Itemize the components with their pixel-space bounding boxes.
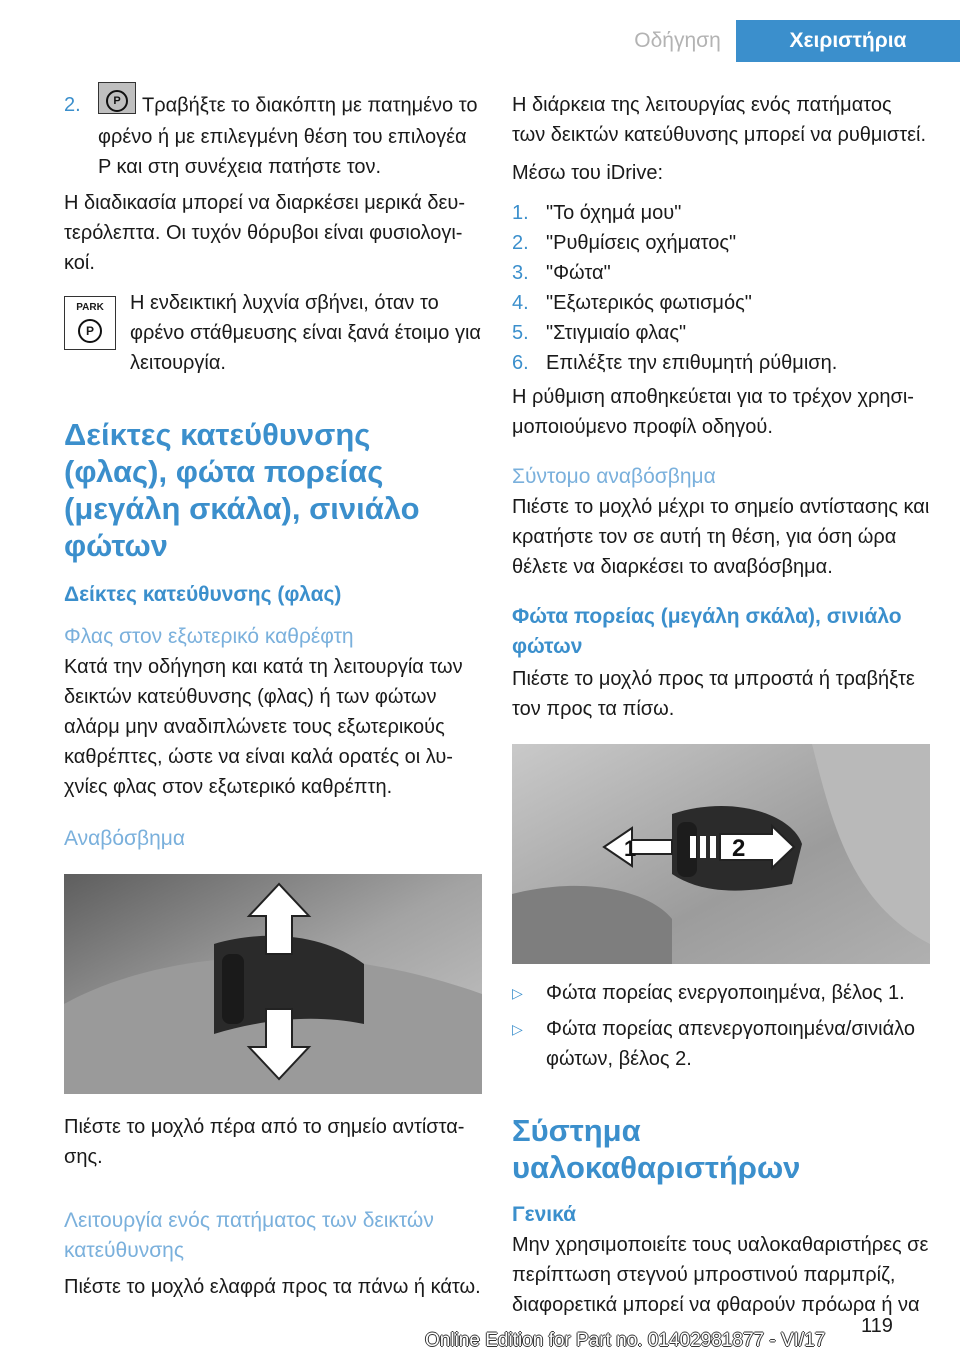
heading-turn-signals: Δείκτες κατεύθυνσης (φλας) [64,583,342,606]
list-item [512,978,930,1008]
park-text: Η ενδεικτική λυχνία σβήνει, όταν το φρένο στάθμευσης είναι ξανά έτοιμο για λειτουργία. [130,292,481,374]
paragraph-mirror: Κατά την οδήγηση και κατά τη λειτουργία των δεικτών κατεύθυνσης (φλας) ή των φώτων αλάρμ μην αναδιπλώνετε τους εξωτερικούς καθρέπτες, ώστε να είναι καλά ορατές οι λυ-χνίες φλας στον εξωτερικό καθρέπτη. [64,656,463,798]
step-text: "Στιγμιαίο φλας" [546,322,687,344]
list-item [512,348,930,378]
paragraph-general: Μην χρησιμοποιείτε τους υαλοκαθαριστήρες σε περίπτωση στεγνού μπροστινού παρμπρίζ, διαφορετικά μπορεί να φθαρούν πρόωρα ή να [512,1234,929,1316]
park-indicator-icon [64,296,116,350]
idrive-steps [512,198,930,378]
park-indicator-note [64,288,482,378]
bullet-triangle-icon: ▷ [512,1021,523,1037]
list-item [512,318,930,348]
list-item [512,198,930,228]
step-2 [64,90,482,182]
paragraph-high-beam: Πιέστε το μοχλό προς τα μπροστά ή τραβήξτε τον προς τα πίσω. [512,668,915,720]
step-text: Τραβήξτε το διακόπτη με πατημένο το φρένο ή με επιλεγμένη θέση του επιλογέα P και στη συνέχεια πατήστε τον. [98,94,478,178]
arrow-label-2: 2 [732,835,746,862]
step-number: 2. [64,94,81,116]
park-icon-symbol: P [78,319,102,343]
section-title-lights: Δείκτες κατεύθυνσης (φλας), φώτα πορείας (μεγάλη σκάλα), σινιάλο φώτων [64,417,420,563]
footer-edition: Online Edition for Part no. 01402981877 - VI/17 [425,1330,826,1351]
paragraph-idrive: Μέσω του iDrive: [512,162,663,184]
step-number: 2. [512,232,529,254]
step-text: "Το όχημά μου" [546,202,682,224]
photo-high-beam-lever [512,744,930,964]
step-text: Επιλέξτε την επιθυμητή ρύθμιση. [546,352,838,374]
paragraph-adjust: Η διάρκεια της λειτουργίας ενός πατήματος των δεικτών κατεύθυνσης μπορεί να ρυθμιστεί. [512,94,927,146]
step-number: 1. [512,202,529,224]
paragraph-short-blink: Πιέστε το μοχλό μέχρι το σημείο αντίστασης και κρατήστε τον σε αυτή τη θέση, για όση ώρα θέλετε να διαρκέσει το αναβόσβημα. [512,496,930,578]
heading-mirror-signals: Φλας στον εξωτερικό καθρέφτη [64,625,354,648]
step-text: "Ρυθμίσεις οχήματος" [546,232,737,254]
tab-driving[interactable]: Οδήγηση [634,29,721,52]
heading-short-blink: Σύντομο αναβόσβημα [512,465,716,488]
heading-general: Γενικά [512,1203,577,1226]
right-column [512,90,930,1320]
section-title-wipers: Σύστημα υαλοκαθαριστήρων [512,1113,801,1185]
photo-turn-signal-lever [64,874,482,1094]
list-item [512,288,930,318]
parking-brake-symbol: P [106,90,128,112]
list-item [512,1014,930,1074]
heading-one-touch: Λειτουργία ενός πατήματος των δεικτών κατεύθυνσης [64,1209,434,1262]
bullet-triangle-icon: ▷ [512,985,523,1001]
lever-up-down-illustration [64,874,482,1094]
header-tabs [619,20,960,62]
step-number: 6. [512,352,529,374]
lever-forward-back-illustration [512,744,930,964]
heading-blinking: Αναβόσβημα [64,827,185,850]
bullet-text: Φώτα πορείας απενεργοποιημένα/σινιάλο φώτων, βέλος 2. [546,1018,915,1070]
step-number: 5. [512,322,529,344]
paragraph-one-touch: Πιέστε το μοχλό ελαφρά προς τα πάνω ή κάτω. [64,1276,481,1298]
paragraph-blinking: Πιέστε το μοχλό πέρα από το σημείο αντίστα-σης. [64,1116,465,1168]
step-text: "Φώτα" [546,262,611,284]
step-number: 4. [512,292,529,314]
bullet-text: Φώτα πορείας ενεργοποιημένα, βέλος 1. [546,982,905,1004]
list-item [512,258,930,288]
left-column [64,90,482,1302]
page-number: 119 [861,1315,893,1337]
result-bullets [512,978,930,1074]
step-text: "Εξωτερικός φωτισμός" [546,292,752,314]
heading-high-beam: Φώτα πορείας (μεγάλη σκάλα), σινιάλο φώτων [512,605,902,658]
arrow-label-1: 1 [624,836,637,861]
list-item [512,228,930,258]
paragraph-duration: Η διαδικασία μπορεί να διαρκέσει μερικά δευ-τερόλεπτα. Οι τυχόν θόρυβοι είναι φυσιολογι-κοί. [64,192,465,274]
paragraph-saved: Η ρύθμιση αποθηκεύεται για το τρέχον χρησι-μοποιούμενο προφίλ οδηγού. [512,386,914,438]
step-number: 3. [512,262,529,284]
parking-brake-icon [98,82,136,114]
park-icon-label: PARK [76,302,104,313]
tab-controls[interactable]: Χειριστήρια [736,20,960,62]
